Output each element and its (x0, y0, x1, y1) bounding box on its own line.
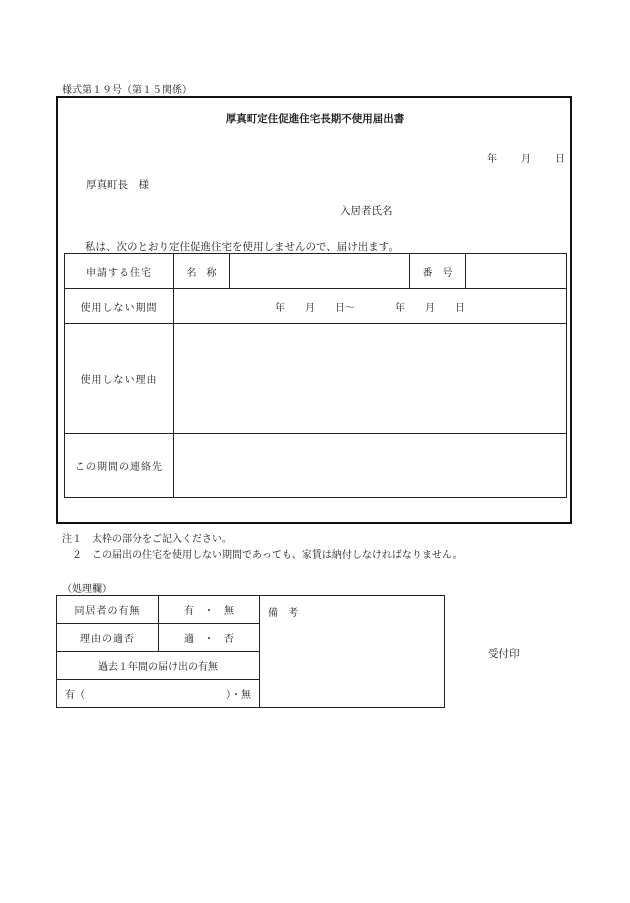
table-row (65, 434, 567, 498)
date-year: 年 (487, 154, 497, 165)
note-1: 注１ 太枠の部分をご記入ください。 (62, 534, 232, 545)
table-row (65, 324, 567, 434)
date-day: 日 (555, 154, 565, 165)
cohabitant-value: 有 ・ 無 (159, 596, 260, 624)
house-name-field[interactable] (230, 254, 410, 289)
contact-label: この期間の連絡先 (65, 434, 174, 498)
processing-table (56, 595, 445, 708)
past-report-label: 過去１年間の届け出の有無 (57, 652, 260, 680)
reception-stamp-label: 受付印 (488, 648, 520, 660)
statement-text: 私は、次のとおり定住促進住宅を使用しませんので、届け出ます。 (85, 241, 399, 253)
remarks-cell (260, 596, 445, 708)
reason-suitability-label: 理由の適否 (57, 624, 159, 652)
past-report-value (57, 680, 260, 708)
period-label: 使用しない期間 (65, 289, 174, 324)
note-2: ２ この届出の住宅を使用しない期間であっても、家賃は納付しなければなりません。 (62, 550, 463, 561)
cohabitant-label: 同居者の有無 (57, 596, 159, 624)
applicant-name-label: 入居者氏名 (340, 205, 393, 217)
table-row (65, 289, 567, 324)
document-title: 厚真町定住促進住宅長期不使用届出書 (225, 113, 405, 125)
house-number-field[interactable] (466, 254, 567, 289)
number-label: 番 号 (410, 254, 466, 289)
date-month: 月 (521, 154, 531, 165)
house-label: 申請する住宅 (65, 254, 174, 289)
contact-field[interactable] (174, 434, 567, 498)
processing-section-label: （処理欄） (62, 584, 112, 595)
reason-label: 使用しない理由 (65, 324, 174, 434)
form-number-label: 様式第１９号（第１５関係） (62, 85, 192, 96)
name-label: 名 称 (174, 254, 230, 289)
table-row (65, 254, 567, 289)
table-row (57, 596, 445, 624)
application-table (64, 253, 567, 498)
reason-field[interactable] (174, 324, 567, 434)
remarks-label: 備 考 (268, 608, 298, 619)
addressee: 厚真町長 様 (86, 179, 149, 191)
past-report-open: 有（ (65, 690, 85, 701)
past-report-close: ）・無 (226, 690, 251, 701)
period-field[interactable]: 年 月 日～ 年 月 日 (174, 289, 567, 324)
reason-suitability-value: 適 ・ 否 (159, 624, 260, 652)
